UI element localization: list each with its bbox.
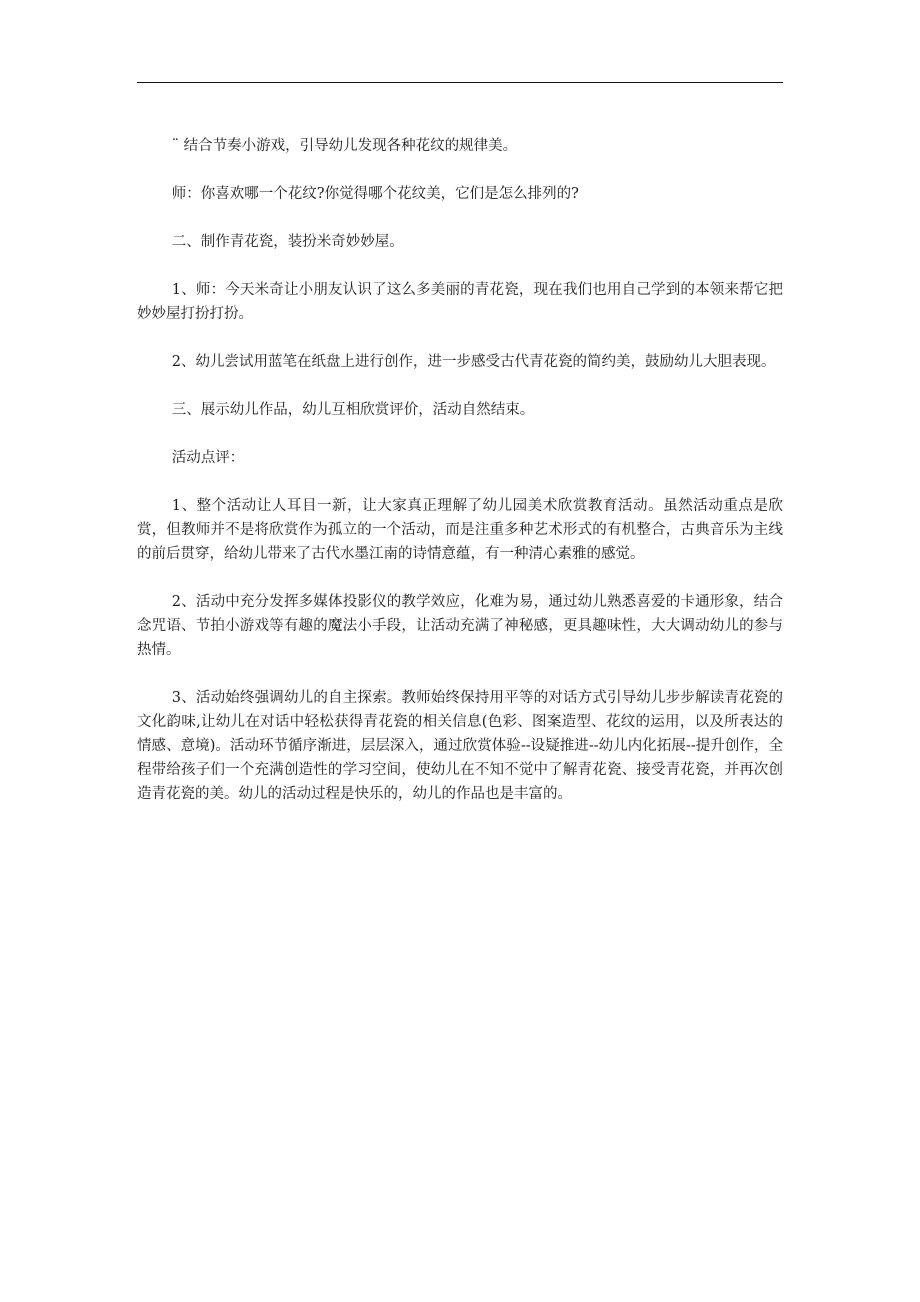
header-rule — [137, 82, 783, 83]
paragraph-section-three-heading: 三、展示幼儿作品，幼儿互相欣赏评价，活动自然结束。 — [171, 402, 535, 418]
paragraph-review-one: 1、整个活动让人耳目一新，让大家真正理解了幼儿园美术欣赏教育活动。虽然活动重点是欣赏，但教师并不是将欣赏作为孤立的一个活动，而是注重多种艺术形式的有机整合，古典音乐为主线的前后贯穿，给幼儿带来了古代水墨江南的诗情意蕴，有一种清心素雅的感觉。 — [137, 498, 783, 562]
paragraph-section-two-heading: 二、制作青花瓷，装扮米奇妙妙屋。 — [171, 234, 404, 250]
document-body — [137, 134, 783, 830]
paragraph-review-heading: 活动点评： — [171, 450, 245, 466]
paragraph-step-two: 2、幼儿尝试用蓝笔在纸盘上进行创作，进一步感受古代青花瓷的简约美，鼓励幼儿大胆表现。 — [171, 354, 776, 370]
paragraph-step-one: 1、师：今天米奇让小朋友认识了这么多美丽的青花瓷，现在我们也用自己学到的本领来帮它把妙妙屋打扮打扮。 — [137, 282, 783, 322]
paragraph-review-two: 2、活动中充分发挥多媒体投影仪的教学效应，化难为易，通过幼儿熟悉喜爱的卡通形象，结合念咒语、节拍小游戏等有趣的魔法小手段，让活动充满了神秘感，更具趣味性，大大调动幼儿的参与热情。 — [137, 594, 783, 658]
paragraph-teacher-question: 师：你喜欢哪一个花纹?你觉得哪个花纹美，它们是怎么排列的? — [171, 186, 579, 202]
paragraph-review-three: 3、活动始终强调幼儿的自主探索。教师始终保持用平等的对话方式引导幼儿步步解读青花瓷的文化韵味,让幼儿在对话中轻松获得青花瓷的相关信息(色彩、图案造型、花纹的运用，以及所表达的情感、意境)。活动环节循序渐进，层层深入，通过欣赏体验--设疑推进--幼儿内化拓展--提升创作，全程带给孩子们一个充满创造性的学习空间，使幼儿在不知不觉中了解青花瓷、接受青花瓷，并再次创造青花瓷的美。幼儿的活动过程是快乐的，幼儿的作品也是丰富的。 — [137, 690, 783, 802]
paragraph-rhythm-game: ¨ 结合节奏小游戏，引导幼儿发现各种花纹的规律美。 — [171, 138, 518, 154]
